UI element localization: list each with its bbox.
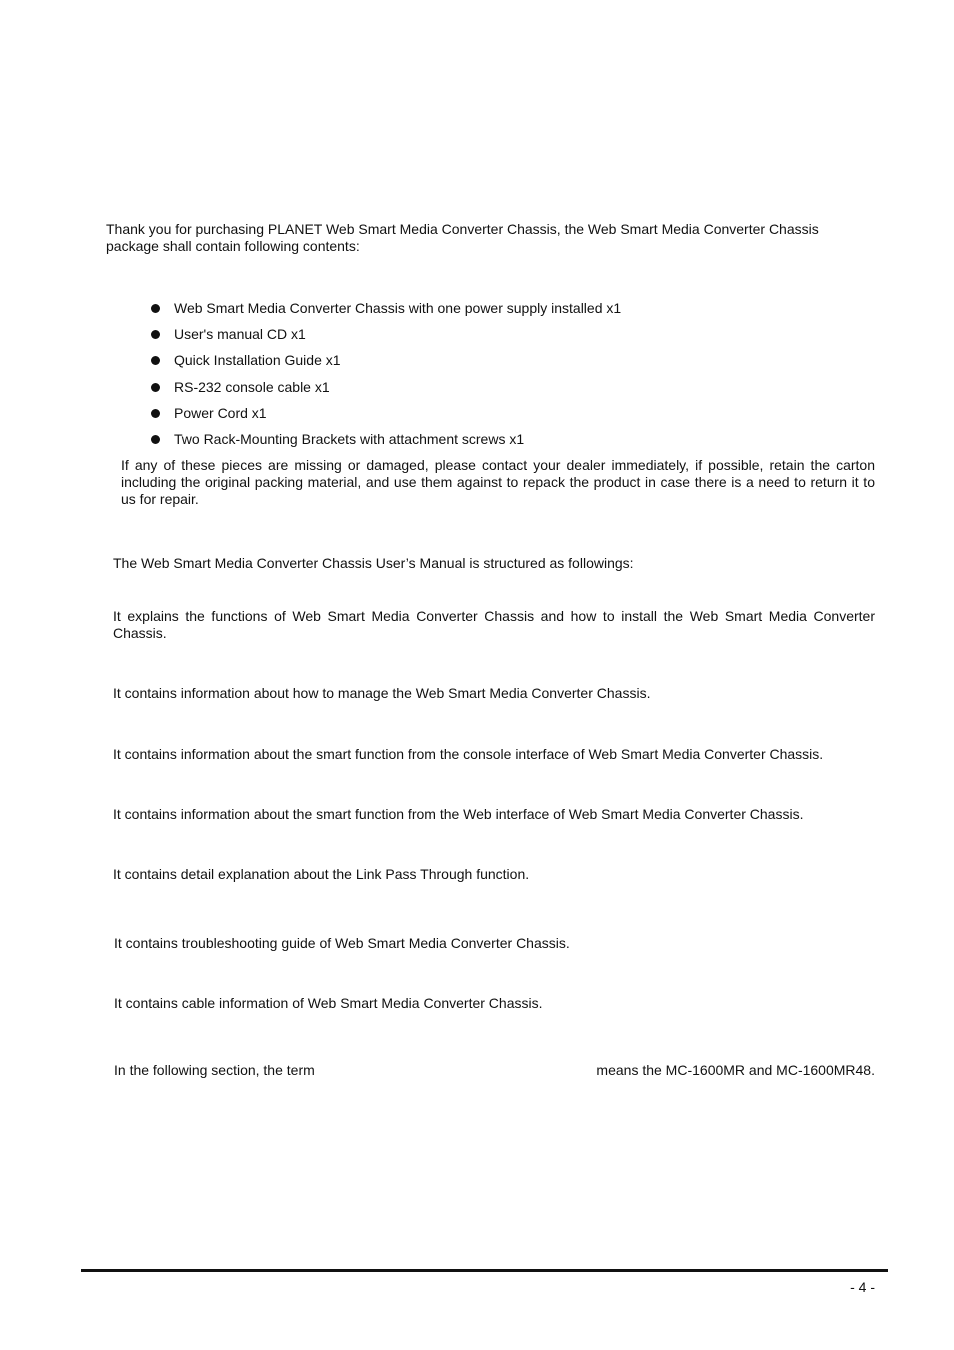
list-item bbox=[150, 405, 621, 431]
list-item bbox=[150, 300, 621, 326]
chapter-4-description: It contains information about the smart function from the Web interface of Web Smart Media Converter Chassis. bbox=[113, 806, 804, 822]
page-number: - 4 - bbox=[850, 1279, 875, 1295]
list-item-label: Web Smart Media Converter Chassis with one power supply installed x1 bbox=[174, 300, 622, 316]
list-item bbox=[150, 379, 621, 405]
list-item-label: User's manual CD x1 bbox=[174, 326, 306, 343]
bullet-icon bbox=[151, 409, 160, 418]
chapter-3-description: It contains information about the smart function from the console interface of Web Smart Media Converter Chassis. bbox=[113, 746, 824, 762]
bullet-icon bbox=[151, 304, 160, 313]
list-item bbox=[150, 326, 621, 352]
intro-paragraph: Thank you for purchasing PLANET Web Smart Media Converter Chassis, the Web Smart Media Converter Chassis package shall contain following contents: bbox=[106, 221, 819, 254]
list-item-label: Two Rack-Mounting Brackets with attachment screws x1 bbox=[174, 430, 525, 447]
list-item-label: RS-232 console cable x1 bbox=[174, 378, 330, 395]
list-item-label: Power Cord x1 bbox=[174, 404, 267, 421]
footer-divider bbox=[81, 1269, 888, 1272]
bullet-icon bbox=[151, 383, 160, 392]
appendix-b-description: It contains cable information of Web Smart Media Converter Chassis. bbox=[114, 995, 543, 1011]
bullet-icon bbox=[151, 330, 160, 339]
list-item bbox=[150, 431, 621, 457]
list-item-label: Quick Installation Guide x1 bbox=[174, 352, 341, 369]
manual-structure-intro: The Web Smart Media Converter Chassis User’s Manual is structured as followings: bbox=[113, 555, 634, 571]
missing-items-notice: If any of these pieces are missing or damaged, please contact your dealer immediately, if possible, retain the carton including the original packing material, and use them against to repack the product in case there is a need to return it to us for repair. bbox=[121, 457, 875, 507]
bullet-icon bbox=[151, 356, 160, 365]
term-note-suffix: means the MC-1600MR and MC-1600MR48. bbox=[596, 1062, 875, 1078]
bullet-icon bbox=[151, 435, 160, 444]
appendix-a-description: It contains troubleshooting guide of Web Smart Media Converter Chassis. bbox=[114, 935, 570, 951]
chapter-2-description: It contains information about how to manage the Web Smart Media Converter Chassis. bbox=[113, 685, 651, 701]
list-item bbox=[150, 352, 621, 378]
chapter-5-description: It contains detail explanation about the Link Pass Through function. bbox=[113, 866, 530, 882]
term-note-prefix: In the following section, the term bbox=[114, 1062, 315, 1078]
chapter-1-description: It explains the functions of Web Smart Media Converter Chassis and how to install the Web Smart Media Converter Chassis. bbox=[113, 608, 875, 641]
package-contents-list bbox=[150, 300, 621, 457]
